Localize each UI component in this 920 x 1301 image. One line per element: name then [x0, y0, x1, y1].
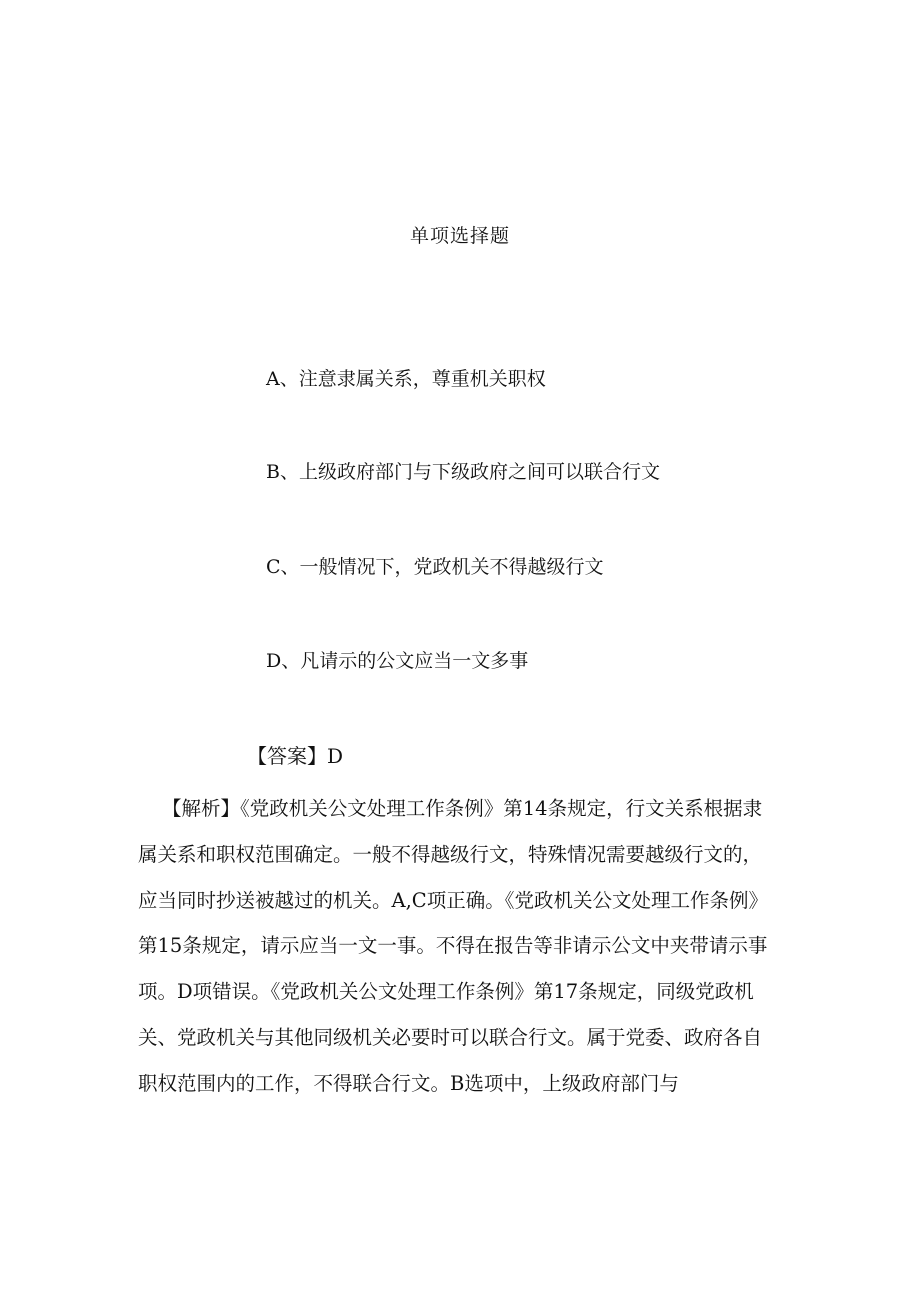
explanation-line: 应当同时抄送被越过的机关。A,C项正确。《党政机关公文处理工作条例》	[138, 888, 768, 912]
explanation-line: 【解析】《党政机关公文处理工作条例》第14条规定，行文关系根据隶	[162, 797, 763, 820]
explanation-line: 职权范围内的工作，不得联合行文。B选项中，上级政府部门与	[138, 1071, 679, 1095]
answer-line: 【答案】D	[247, 744, 344, 768]
explanation-line: 关、党政机关与其他同级机关必要时可以联合行文。属于党委、政府各自	[138, 1025, 763, 1049]
explanation-line: 项。D项错误。《党政机关公文处理工作条例》第17条规定，同级党政机	[138, 980, 754, 1004]
option-a: A、注意隶属关系，尊重机关职权	[266, 368, 546, 390]
explanation-line: 第15条规定，请示应当一文一事。不得在报告等非请示公文中夹带请示事	[138, 934, 768, 958]
option-c: C、一般情况下，党政机关不得越级行文	[266, 556, 604, 578]
explanation-line: 属关系和职权范围确定。一般不得越级行文，特殊情况需要越级行文的，	[138, 842, 763, 866]
option-d: D、凡请示的公文应当一文多事	[266, 650, 529, 672]
option-b: B、上级政府部门与下级政府之间可以联合行文	[266, 461, 660, 483]
question-type-heading: 单项选择题	[409, 225, 510, 247]
explanation-paragraph	[138, 786, 794, 1107]
